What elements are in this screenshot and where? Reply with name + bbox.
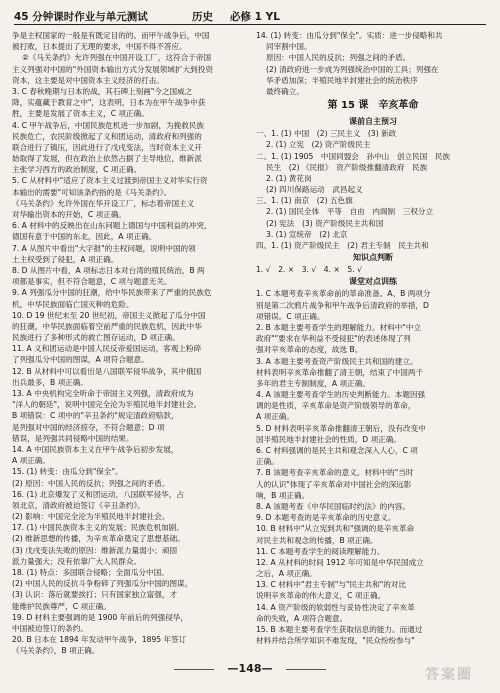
right-answer-column bbox=[256, 30, 490, 656]
answer-line: 错误，是列强共同侵略中国的结果。 bbox=[12, 433, 134, 443]
answer-line: 20. B 日本在 1894 年发动甲午战争，1895 年签订 bbox=[12, 635, 187, 645]
answer-line: (2) 原因：中国人民的反抗；列强之间的矛盾。 bbox=[12, 478, 170, 488]
answer-line: 项都是事实，但不符合题意，C 项与题意无关。 bbox=[12, 277, 172, 287]
section-heading: 课前自主预习 bbox=[349, 117, 397, 127]
answer-line: 1. √ 2. × 3. √ 4. × 5. √ bbox=[256, 265, 362, 275]
section-heading: 课堂对点训练 bbox=[349, 277, 397, 287]
answer-line: 机，中华民族面临亡国灭种的危险。 bbox=[12, 299, 134, 309]
answer-line: 主义列强对中国的"外国资本输出方式分发展领域扩大到投资 bbox=[12, 64, 213, 74]
answer-line: 7. B 该题考查辛亥革命的意义。材料中的"当时 bbox=[256, 468, 414, 478]
answer-line: 人的认识"体现了辛亥革命对中国社会的深远影 bbox=[256, 479, 412, 489]
answer-line: 正确。 bbox=[256, 457, 279, 467]
answer-line: 派力量强大；没有依靠广大人民群众。 bbox=[12, 556, 142, 566]
answer-line: 政府""要求在华利益不受侵犯"的表述体现了列 bbox=[256, 334, 411, 344]
answer-line: 降，实蕴藏于教育之中"，这表明，日本为在甲午战争中获 bbox=[12, 98, 206, 108]
answer-line: 2. (1) 国民全体 平等 自由 内阁制 三权分立 bbox=[266, 207, 434, 217]
answer-line: 资本，这主要是对中国资本主义经济的打击。 bbox=[12, 75, 164, 85]
answer-line: 4. A 该题主要考查学生的历史判断能力。本题因强 bbox=[256, 390, 426, 400]
answer-line: 四、1. (1) 资产阶级民主 (2) 君主专制 民主共和 bbox=[256, 241, 429, 250]
answer-line: 15. B 本题主要考查学生获取信息的能力。而通过 bbox=[256, 625, 423, 634]
answer-line: 12. A 从材料的时间 1912 年可知是中华民国成立 bbox=[256, 557, 424, 567]
answer-line: 民族危亡，农民阶级掀起了义和团运动，清政府和列强的 bbox=[12, 131, 202, 141]
answer-line: 德国有意于中国的东北，因此，A 项正确。 bbox=[12, 232, 157, 242]
answer-line: 2. (1) 黄花岗 bbox=[266, 173, 312, 183]
answer-line: 民族进行了多种形式的救亡图存运动，D 项正确。 bbox=[12, 333, 180, 343]
answer-line: (3) 戊戌变法失败的原因：维新派力量弱小；顽固 bbox=[12, 545, 178, 555]
answer-line: 命的失败，A 项符合题意。 bbox=[256, 613, 348, 623]
answer-line: 9. A 列强瓜分中国的狂潮，给中华民族带来了严重的民族危 bbox=[12, 288, 212, 298]
answer-line: 11. A 义和团运动是中国人民反帝爱国运动，客观上粉碎 bbox=[12, 344, 202, 354]
answer-line: B 项错误：C 项中的"辛丑条约"规定清政府赔款， bbox=[12, 411, 179, 421]
answer-line: (2) 四川保路运动 武昌起义 bbox=[266, 185, 363, 195]
answer-line: 华矛盾加深；半殖民地半封建社会的统治秩序 bbox=[266, 75, 418, 85]
answer-line: 对华输出资本的开始，C 项正确。 bbox=[12, 210, 127, 219]
answer-line: 中国被迫签订的条约。 bbox=[12, 623, 88, 633]
answer-line: 14. A 中国民族资本主义在甲午战争后初步发展， bbox=[12, 444, 179, 454]
answer-line: 别是第二次鸦片战争和甲午战争后清政府的举措，D bbox=[256, 300, 429, 310]
lesson-title: 第 15 课 辛亥革命 bbox=[327, 100, 419, 112]
answer-line: 12. B 从材料中可以看出是八国联军侵华战争，其中俄国 bbox=[12, 366, 202, 376]
section-heading: 知识点判断 bbox=[353, 253, 393, 263]
answer-line: 14. A 资产阶级的软弱性与妥协性决定了辛亥革 bbox=[256, 602, 415, 612]
answer-line: 的狂潮，中华民族面临着空前严重的民族危机，因此中华 bbox=[12, 321, 202, 331]
watermark-logo: 答案圈 bbox=[425, 667, 473, 683]
answer-line: 3. A 本题主要考查资产阶级民主共和国的建立。 bbox=[256, 356, 418, 366]
answer-line: (2) 宪法 (3) 资产阶级民主共和国 bbox=[266, 218, 384, 228]
answer-line: 3. C 春秋晚期与日本的战，其石碑上刻画"今之国威之 bbox=[12, 86, 193, 96]
page-header bbox=[14, 8, 486, 25]
answer-line: 说明辛亥革命的伟大意义，C 项正确。 bbox=[256, 591, 386, 601]
answer-line: (2) 影响：中国完全沦为半殖民地半封建社会。 bbox=[12, 512, 170, 522]
answer-line: (2) 维新思想的传播，为辛亥革命奠定了思想基础。 bbox=[12, 534, 185, 544]
answer-line: 13. A 中央机构完全听命于帝国主义列强，清政府成为 bbox=[12, 389, 194, 398]
answer-line: 强对辛亥革命的态度，故选 B。 bbox=[256, 345, 363, 355]
answer-line: 10. B 材料中"从立宪到共和"强调的是辛亥革命 bbox=[256, 524, 415, 534]
answer-line: 最终确立。 bbox=[266, 86, 304, 96]
answer-line: 是列强对中国的经济掠夺，不符合题意；D 项 bbox=[12, 422, 165, 432]
answer-line: 响，B 项正确。 bbox=[256, 490, 310, 500]
answer-line: 国半殖民地半封建社会的性质，D 项正确。 bbox=[256, 434, 401, 444]
answer-line: A 项正确。 bbox=[12, 456, 50, 466]
answer-line: 民生 (2) 《民报》 资产阶级推翻清政府 民族 bbox=[266, 162, 428, 172]
answer-line: 9. D 本题考查的是辛亥革命的历史意义。 bbox=[256, 513, 396, 523]
answer-line: 项错误。C 项正确。 bbox=[256, 311, 325, 321]
edition-label: 必修 1 YL bbox=[230, 11, 280, 23]
answer-line: 二、1. (1) 1905 中国同盟会 孙中山 创立民国 民族 bbox=[256, 151, 451, 161]
answer-line: 2. B 本题主要考查学生的理解能力。材料中"中立 bbox=[256, 322, 422, 332]
answer-line: 11. C 本题考查学生的阅读理解能力。 bbox=[256, 546, 385, 556]
answer-line: 能维护民族尊严，C 项正确。 bbox=[12, 601, 111, 611]
page-number: —148— bbox=[220, 662, 280, 676]
answer-line: 胜，主要是发展了资本主义，C 项正确。 bbox=[12, 109, 149, 119]
answer-line: 13. C 材料中"君主专制"与"民主共和"的对比 bbox=[256, 580, 407, 590]
answer-line: 8. D 从图片中看，A 项标志日本对台湾的殖民统治，B 两 bbox=[12, 265, 205, 275]
answer-line: 三、1. (1) 南京 (2) 五色旗 bbox=[256, 196, 353, 206]
answer-line: (2) 中国人民的反抗斗争粉碎了列强瓜分中国的图谋。 bbox=[12, 579, 193, 589]
answer-line: (3) 认识：落后就要挨打；只有国家独立富强，才 bbox=[12, 590, 178, 600]
answer-line: ②《马关条约》允许列强在中国开设工厂，这符合于帝国 bbox=[22, 53, 212, 63]
answer-line: 材料并结合所学知识不难发现，"民众纷纷参与" bbox=[256, 636, 415, 646]
answer-line: 7. A 从图片中看出"大字报"的主权问题，说明中国的领 bbox=[12, 243, 196, 253]
answer-line: 19. D 材料主要强调的是 1900 年前后的列强侵华， bbox=[12, 612, 188, 622]
answer-line: "洋人的朝廷"，说明中国完全沦为半殖民地半封建社会。 bbox=[12, 400, 202, 410]
answer-line: 始取得了发展，但在政治上依然占据了主导地位，维新派 bbox=[12, 154, 202, 164]
answer-line: 《马关条约》允许外国在华开设工厂，标志着帝国主义 bbox=[12, 198, 195, 208]
answer-line: 被打败，日本提出了无理的要求，中国不得不答应。 bbox=[12, 42, 187, 52]
answer-line: 主张学习西方的政治制度，C 项正确。 bbox=[12, 165, 142, 175]
answer-line: 《马关条约》，B 项正确。 bbox=[12, 646, 100, 656]
answer-line: (2) 清政府进一步成为列强统治中国的工具；列强在 bbox=[266, 64, 439, 74]
answer-line: 2. (1) 立宪 (2) 资产阶级民主 bbox=[266, 140, 371, 150]
answer-line: 调的是性质，辛亥革命是资产阶级领导的革命， bbox=[256, 401, 416, 411]
subject-label: 历史 bbox=[192, 11, 213, 23]
answer-line: 之后，A 项正确。 bbox=[256, 569, 317, 579]
answer-line: 本输出的需要"可知该条约指的是《马关条约》。 bbox=[12, 187, 172, 197]
answer-line: 对民主共和观念的传播，B 项正确。 bbox=[256, 535, 378, 545]
answer-line: 同宰割中国。 bbox=[266, 42, 312, 52]
answer-line: 争是主权国家的一般是有既定目的的。而甲午战争后，中国 bbox=[12, 31, 210, 40]
answer-line: 领北京，清政府被迫签订《辛丑条约》。 bbox=[12, 500, 145, 510]
answer-line: 16. (1) 北京爆发了义和团运动，八国联军侵华，占 bbox=[12, 489, 184, 499]
answer-line: 4. C 甲午战争后，中国民族危机进一步加剧，为挽救民族 bbox=[12, 120, 205, 130]
answer-line: 出兵最多，B 项正确。 bbox=[12, 377, 88, 387]
answer-line: 一、1. (1) 中国 (2) 三民主义 (3) 新政 bbox=[256, 129, 397, 139]
answer-line: 5. D 材料表明辛亥革命推翻清王朝后，没有改变中 bbox=[256, 423, 426, 433]
answer-line: 5. C 从材料中"适应了资本主义过渡到帝国主义对华实行资 bbox=[12, 176, 208, 186]
answer-line: 了列强瓜分中国的图谋，A 项符合题意。 bbox=[12, 355, 149, 365]
answer-line: 10. D 19 世纪末至 20 世纪初，帝国主义掀起了瓜分中国 bbox=[12, 310, 206, 320]
answer-line: 土主权受到了侵犯，A 项正确。 bbox=[12, 254, 119, 264]
answer-line: 材料表明辛亥革命推翻了清王朝，结束了中国两千 bbox=[256, 367, 424, 377]
answer-line: 多年的君主专制制度，A 项正确。 bbox=[256, 378, 370, 388]
answer-line: 8. A 该题考查《中华民国临时约法》的内容。 bbox=[256, 501, 410, 511]
book-title: 45 分钟课时作业与单元测试 bbox=[14, 11, 148, 23]
answer-line: 3. (1) 宣统帝 (2) 北京 bbox=[266, 229, 348, 239]
answer-line: 14. (1) 转变：由瓜分到"保全"。实质：进一步侵略和共 bbox=[256, 31, 443, 40]
left-answer-column bbox=[12, 30, 242, 656]
answer-line: 18. (1) 特点：多国联合侵略；全面瓜分中国。 bbox=[12, 568, 169, 577]
answer-line: 6. A 材料中的反映出在山东问题上德国与中国利益的冲突， bbox=[12, 221, 212, 231]
answer-line: A 项正确。 bbox=[256, 412, 294, 422]
answer-line: 1. C 本题考查辛亥革命前的革命准备。A、B 两项分 bbox=[256, 289, 431, 299]
answer-line: 原因：中国人民的反抗；列强之间的矛盾。 bbox=[266, 53, 411, 63]
answer-line: 6. C 材料强调的是民主共和观念深入人心，C 项 bbox=[256, 446, 418, 455]
answer-line: 17. (1) 中国民族资本主义的发展；民族危机加剧。 bbox=[12, 523, 184, 533]
answer-line: 15. (1) 转变：由瓜分到"保全"。 bbox=[12, 467, 123, 477]
answer-line: 联合进行了镇压，因此进行了戊戌变法，当时资本主义开 bbox=[12, 142, 202, 152]
